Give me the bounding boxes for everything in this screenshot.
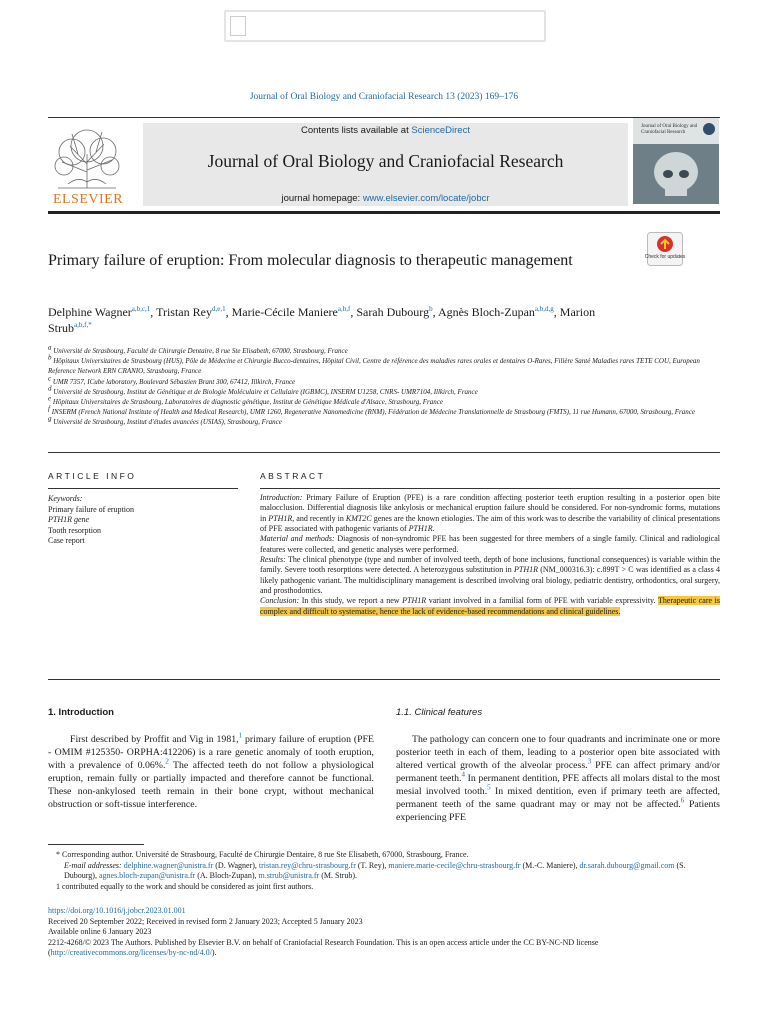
author-name[interactable]: Marion Strub [48,305,596,335]
article-title: Primary failure of eruption: From molecular diagnosis to therapeutic management [48,252,573,269]
cover-title: Journal of Oral Biology and Craniofacial Research [641,124,698,135]
reference-link[interactable]: 2 [165,757,169,766]
equal-contribution-note: 1 contributed equally to the work and should be considered as joint first authors. [56,881,314,891]
affiliation-item: $^g$ Université de Strasbourg, Institut d'études avancées (USIAS), Strasbourg, France [48,415,282,427]
keywords-label: Keywords: [48,494,83,503]
footnotes [48,850,718,892]
introduction-heading: 1. Introduction [48,707,114,718]
abstract-rule [260,488,720,489]
highlighted-text[interactable]: Therapeutic care is complex and difficult to systematise, hence the lack of evidence-based recommendations and clinical guidelines. [260,596,720,616]
journal-cover-thumbnail[interactable] [633,118,719,204]
affiliation-item: $^c$ UMR 7357, ICube laboratory, Boulevard Sébastien Brant 300, 67412, Illkirch, France [48,374,296,386]
email-link[interactable]: agnes.bloch-zupan@unistra.fr [98,871,196,880]
affiliation-item: $^b$ Hôpitaux Universitaires de Strasbourg (HUS), Pôle de Médecine et Chirurgie Bucco-dentaires, Hôpital Civil, Centre de référence des maladies rares orales et dentaires O-Rares, Filière Santé Maladies rares TETE COU, European Reference Network ERN CRANIO, Strasbourg, France [48,353,700,376]
license-link[interactable]: http://creativecommons.org/licenses/by-nc-nd/4.0/ [50,948,212,957]
clinical-features-paragraph: The pathology can concern one to four quadrants and incriminate one or more posterior teeth in each of them, leading to a posterior open bite associated with altered vertical growth of the alveolar process.$^3$ PFE can affect primary and/or permanent teeth.$^4$ In permanent dentition, PFE affects all molars distal to the most mesial involved tooth.$^5$ In mixed dentition, even if primary teeth are affected, permanent teeth of the same quadrant may or may not be affected.$^6$ Patients experiencing PFE [396,734,720,823]
reference-link[interactable]: 1 [238,731,243,740]
clinical-features-heading: 1.1. Clinical features [396,707,483,718]
abstract-body [260,493,720,617]
license-statement: 2212-4268/© 2023 The Authors. Published by Elsevier B.V. on behalf of Craniofacial Research Foundation. This is an open access article under the CC BY-NC-ND license (http://creativecommons.org/licenses/by-nc-nd/4.0/). [48,937,599,957]
affiliation-item: $^d$ Université de Strasbourg, Institut de Génétique et de Biologie Moléculaire et Cellulaire (IGBMC), INSERM U1258, CNRS- UMR7104, Illkirch, France [48,384,478,396]
crossmark-label: Check for updates [644,254,686,260]
footnote-rule [48,844,144,845]
author-name[interactable]: Agnès Bloch-Zupan [437,305,535,319]
reference-link[interactable]: 6 [680,796,685,805]
email-link[interactable]: dr.sarah.dubourg@gmail.com [579,860,675,870]
author-affiliation-marks[interactable]: a,b,c,1 [131,305,151,313]
abstract-heading: ABSTRACT [260,471,326,481]
elsevier-wordmark: ELSEVIER [52,192,124,207]
journal-citation[interactable]: Journal of Oral Biology and Craniofacial Research 13 (2023) 169–176 [249,92,519,102]
doi-link[interactable]: https://doi.org/10.1016/j.jobcr.2023.01.001 [48,906,186,915]
available-online: Available online 6 January 2023 [48,927,152,936]
corresponding-author-note: * Corresponding author. Université de Strasbourg, Faculté de Chirurgie Dentaire, 8 rue Ste Elisabeth, 67000, Strasbourg, France. [56,850,469,859]
affiliation-list [48,343,728,428]
article-info-rule [48,488,238,489]
author-name[interactable]: Tristan Rey [156,305,212,319]
cover-seal-icon [703,123,715,135]
header-bottom-rule [48,211,720,214]
abstract-results: Results: The clinical phenotype (type and number of involved teeth, depth of bone inclusions, functional consequences) is variable within the family. Severe tooth resorptions were detected. A heterozygous substitution in PTH1R (NM_000316.3): c.899T > C was identified as a class 4 likely pathogenic variant. The multidisciplinary management is described involving oral biology, pediatric dentistry, orthodontics, oral surgery, and prosthodontics. [260,555,720,596]
keyword-item: PTH1R gene [48,515,90,524]
reference-link[interactable]: 3 [587,757,592,766]
author-affiliation-marks[interactable]: a,b,f,* [74,321,92,329]
author-name[interactable]: Marie-Cécile Maniere [231,305,338,319]
author-name[interactable]: Delphine Wagner [48,305,132,319]
check-for-updates-icon[interactable] [644,232,686,266]
info-top-rule [48,452,720,453]
abstract-conclusion: Conclusion: In this study, we report a new PTH1R variant involved in a familial form of PFE with variable expressivity. Therapeutic care is complex and difficult to systematise, hence the lack of evidence-based recommendations and clinical guidelines. [260,596,720,616]
keyword-item: Tooth resorption [48,525,101,535]
top-search-box[interactable] [224,10,546,42]
author-name[interactable]: Sarah Dubourg [356,305,430,319]
author-affiliation-marks[interactable]: a,b,f [337,305,351,313]
author-affiliation-marks[interactable]: d,e,1 [211,305,226,313]
abstract-bottom-rule [48,679,720,680]
email-link[interactable]: m.strub@unistra.fr [258,871,320,880]
sciencedirect-link[interactable]: ScienceDirect [411,125,470,136]
affiliation-item: $^f$ INSERM (French National Institute of Health and Medical Research), UMR 1260, Regenerative Nanomedicine (RNM), Fédération de Médecine Translationnelle de Strasbourg (FMTS), 11 rue Humann, 67000, Strasbourg, France [48,404,695,417]
author-affiliation-marks[interactable]: a,b,d,g [534,305,554,313]
homepage-link[interactable]: www.elsevier.com/locate/jobcr [362,193,490,204]
received-dates: Received 20 September 2022; Received in revised form 2 January 2023; Accepted 5 January 2023 [48,916,363,926]
abstract-methods: Material and methods: Diagnosis of non-syndromic PFE has been suggested for three members of a single family. Clinical and radiological features were collected, and genetic analyses were performed. [260,534,720,554]
header-top-rule [48,117,720,118]
email-link[interactable]: delphine.wagner@unistra.fr [123,860,214,870]
publication-info [48,906,728,959]
homepage-line: journal homepage: www.elsevier.com/locate/jobcr [281,193,490,204]
keyword-item: Case report [48,536,85,545]
email-link[interactable]: tristan.rey@chru-strasbourg.fr [258,860,356,870]
journal-title: Journal of Oral Biology and Craniofacial Research [207,151,564,171]
email-addresses: E-mail addresses: delphine.wagner@unistra.fr (D. Wagner), tristan.rey@chru-strasbourg.fr (T. Rey), maniere.marie-cecile@chru-strasbourg.fr (M.-C. Maniere), dr.sarah.dubourg@gmail.com (S. Dubourg), agnes.bloch-zupan@unistra.fr (A. Bloch-Zupan), m.strub@unistra.fr (M. Strub). [64,860,686,880]
article-info-heading: ARTICLE INFO [48,471,137,481]
reference-link[interactable]: 4 [461,770,465,779]
introduction-paragraph: First described by Proffit and Vig in 1981,$^1$ primary failure of eruption (PFE - OMIM #125350- ORPHA:412206) is a rare genetic anomaly of tooth eruption, with a prevalence of 0.06%.$^2$ The affected teeth do not follow a physiological eruption, remain fully or partially impacted and therefore cannot be functional. These non-ankylosed teeth remain in their bone crypt, without mechanical obstruction or soft-tissue interference. [48,731,374,810]
contents-line: Contents lists available at ScienceDirect [301,125,470,136]
box-cursor-icon [230,16,246,36]
keyword-item: Primary failure of eruption [48,504,134,514]
keywords-block [48,494,238,547]
abstract-introduction: Introduction: Primary Failure of Eruption (PFE) is a rare condition affecting posterior teeth eruption resulting in a posterior open bite malocclusion. Differential diagnosis like ankylosis or mechanical eruption failure should be considered. For non-syndromic forms, mutations in PTH1R, and recently in KMT2C genes are the known etiologies. The aim of this work was to describe the variability of clinical presentations of PFE associated with pathogenic variants of PTH1R. [260,493,720,534]
affiliation-item: $^a$ Université de Strasbourg, Faculté de Chirurgie Dentaire, 8 rue Ste Elisabeth, 67000, Strasbourg, France [48,343,348,355]
affiliation-item: $^e$ Hôpitaux Universitaires de Strasbourg, Laboratoires de diagnostic génétique, Institut de Génétique Médicale d'Alsace, Strasbourg, France [48,394,443,407]
email-link[interactable]: maniere.marie-cecile@chru-strasbourg.fr [388,860,521,870]
reference-link[interactable]: 5 [487,783,491,792]
skull-image-icon [643,146,709,204]
author-list: Delphine Wagner$^{a,b,c,1}$, Tristan Rey$^{d,e,1}$, Marie-Cécile Maniere$^{a,b,f}$, Sarah Dubourg$^b$, Agnès Bloch-Zupan$^{a,b,d,g}$, Marion Strub$^{a,b,f,*}$ [48,305,596,335]
author-affiliation-marks[interactable]: b [429,305,433,313]
